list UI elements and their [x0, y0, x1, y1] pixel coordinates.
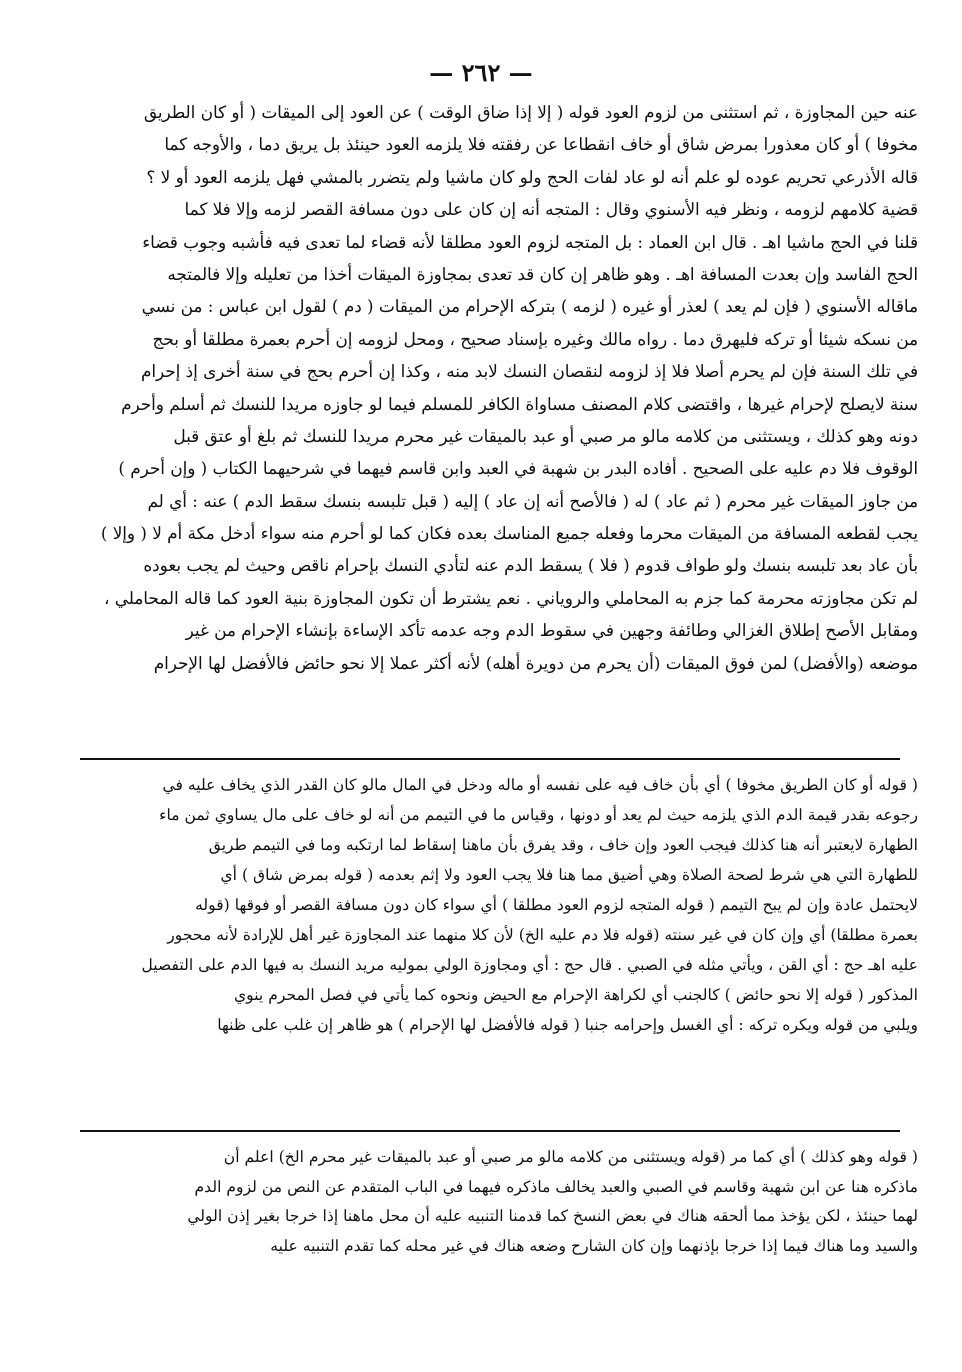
- footnote-line: والسيد وما هناك فيما إذا خرجا بإذنهما وإن كان الشارح وضعه هناك في غير محله كما تقدم التنبيه عليه: [270, 1236, 918, 1255]
- footnote-line: بعمرة مطلقا) أي وإن كان في غير سنته (قوله فلا دم عليه الخ) لأن كلا منهما عند المجاوزة غير أهل للإرادة لأنه محجور: [167, 926, 918, 944]
- main-line: من نسكه شيئا أو تركه فليهرق دما . رواه مالك وغيره بإسناد صحيح ، ومحل لزومه إن أحرم بعمرة مطلقا أو بحج: [152, 328, 918, 349]
- main-line: قلنا في الحج ماشيا اهـ . قال ابن العماد : بل المتجه لزوم العود مطلقا لأنه قضاء لما تعدى فيه فأشبه وجوب قضاء: [142, 231, 918, 252]
- footnote-line: المذكور ( قوله إلا نحو حائض ) كالجنب أي لكراهة الإحرام مع الحيض ونحوه كما يأتي في فصل المحرم ينوي: [233, 986, 918, 1004]
- main-line: موضعه (والأفضل) لمن فوق الميقات (أن يحرم من دويرة أهله) لأنه أكثر عملا إلا نحو حائض فالأفضل لها الإحرام: [153, 652, 918, 673]
- footnotes-section-2: [70, 1143, 918, 1261]
- footnote-line: لايحتمل عادة وإن لم يبح التيمم ( قوله المتجه لزوم العود مطلقا ) أي سواء كان دون مسافة القصر أو فوقها (قوله: [195, 896, 918, 914]
- main-line: مخوفا ) أو كان معذورا بمرض شاق أو خاف انقطاعا عن رفقته فلا يلزمه العود حينئذ بل يريق دما ، والأوجه كما: [164, 134, 918, 155]
- footnote-divider: [80, 1130, 900, 1132]
- footnotes-section-1: [70, 770, 918, 1040]
- main-line: دونه وهو كذلك ، ويستثنى من كلامه مالو مر صبي أو عبد بالميقات غير محرم مريدا للنسك ثم بلغ أو عتق قبل: [173, 425, 918, 446]
- main-line: سنة لايصلح لإحرام غيرها ، واقتضى كلام المصنف مساواة الكافر للمسلم فيما لو جاوزه مريدا للنسك ثم أسلم وأحرم: [121, 393, 918, 414]
- page-number: — ٢٦٢ —: [429, 58, 533, 87]
- main-line: ومقابل الأصح إطلاق الغزالي وطائفة وجهين في سقوط الدم وجه عدمه تأكد الإساءة بإنشاء الإحرام من غير: [185, 620, 918, 641]
- main-line: عنه حين المجاوزة ، ثم استثنى من لزوم العود قوله ( إلا إذا ضاق الوقت ) عن العود إلى الميقات ( أو كان الطريق: [143, 102, 918, 122]
- footnote-line: ( قوله وهو كذلك ) أي كما مر (قوله ويستثنى من كلامه مالو مر صبي أو عبد بالميقات غير محرم الخ) اعلم أن: [223, 1148, 918, 1166]
- main-line: قاله الأذرعي تحريم عوده لو علم أنه لو عاد لفات الحج ولو كان ماشيا ولم يتضرر بالمشي فهل يلزمه العود أو لا ؟: [146, 166, 918, 187]
- footnote-divider: [80, 758, 900, 760]
- main-line: قضية كلامهم لزومه ، ونظر فيه الأسنوي وقال : المتجه أنه إن كان على دون مسافة القصر لزمه وإلا فلا كما: [184, 199, 918, 220]
- main-line: ماقاله الأسنوي ( فإن لم يعد ) لعذر أو غيره ( لزمه ) بتركه الإحرام من الميقات ( دم ) لقول ابن عباس : من نسي: [141, 296, 918, 317]
- footnote-line: للطهارة التي هي شرط لصحة الصلاة وهي أضيق مما هنا فلا يجب العود ولا إثم بعدمه ( قوله بمرض شاق ) أي: [220, 866, 918, 884]
- footnote-line: ويلبي من قوله ويكره تركه : أي الغسل وإحرامه جنبا ( قوله فالأفضل لها الإحرام ) هو ظاهر إن غلب على ظنها: [217, 1016, 918, 1034]
- main-text: [70, 96, 918, 679]
- main-line: بأن عاد بعد تلبسه بنسك ولو طواف قدوم ( فلا ) يسقط الدم عنه لتأدي النسك بإحرام ناقص وحيث لم يجب بعوده: [143, 555, 918, 576]
- footnote-line: ماذكره هنا عن ابن شهبة وقاسم في الصبي والعبد يخالف ماذكره فيهما في الباب المتقدم عن النص من لزوم الدم: [194, 1177, 918, 1196]
- main-line: في تلك السنة فإن لم يحرم أصلا فلا إذ لزومه لنقصان النسك لابد منه ، وكذا إن أحرم بحج في سنة أخرى إذ إحرام: [140, 361, 918, 382]
- footnote-line: ( قوله أو كان الطريق مخوفا ) أي بأن خاف فيه على نفسه أو ماله ودخل في المال مالو كان القدر الذي يخاف عليه في: [162, 776, 918, 794]
- footnote-line: عليه اهـ حج : أي القن ، ويأتي مثله في الصبي . قال حج : أي ومجاوزة الولي بموليه مريد النسك به فيها الدم على التفصيل: [141, 956, 918, 974]
- main-line: من جاوز الميقات غير محرم ( ثم عاد ) له ( فالأصح أنه إن عاد ) إليه ( قبل تلبسه بنسك سقط الدم ) عنه : أي لم: [147, 490, 918, 511]
- main-line: يجب لقطعه المسافة من الميقات محرما وفعله جميع المناسك بعده فكان كما لو أحرم منه سواء أدخل مكة أم لا ( وإلا ): [100, 523, 918, 544]
- footnote-line: الطهارة لايعتبر أنه هنا كذلك فيجب العود وإن خاف ، وقد يفرق بأن ماهنا إسقاط لما ارتكبه وما في التيمم طريق: [208, 836, 918, 854]
- footnote-line: لهما حينئذ ، لكن يؤخذ مما ألحقه هناك في بعض النسخ كما قدمنا التنبيه عليه أن محل ماهنا إذا خرجا بغير إذن الولي: [187, 1207, 918, 1225]
- main-line: الحج الفاسد وإن بعدت المسافة اهـ . وهو ظاهر إن كان قد تعدى بمجاوزة الميقات أخذا من تعليله وإلا فالمتجه: [167, 263, 918, 284]
- footnote-line: رجوعه بقدر قيمة الدم الذي يلزمه حيث لم يعد أو دونها ، وقياس ما في التيمم من أنه لو خاف على مال يساوي ثمن ماء: [159, 806, 918, 824]
- main-line: الوقوف فلا دم عليه على الصحيح . أفاده البدر بن شهبة في العبد وابن قاسم فيهما في شرحيهما الكتاب ( وإن أحرم ): [118, 458, 918, 479]
- main-line: لم تكن مجاوزته محرمة كما جزم به المحاملي والروياني . نعم يشترط أن تكون المجاوزة بنية العود كما قاله المحاملي ،: [103, 587, 918, 608]
